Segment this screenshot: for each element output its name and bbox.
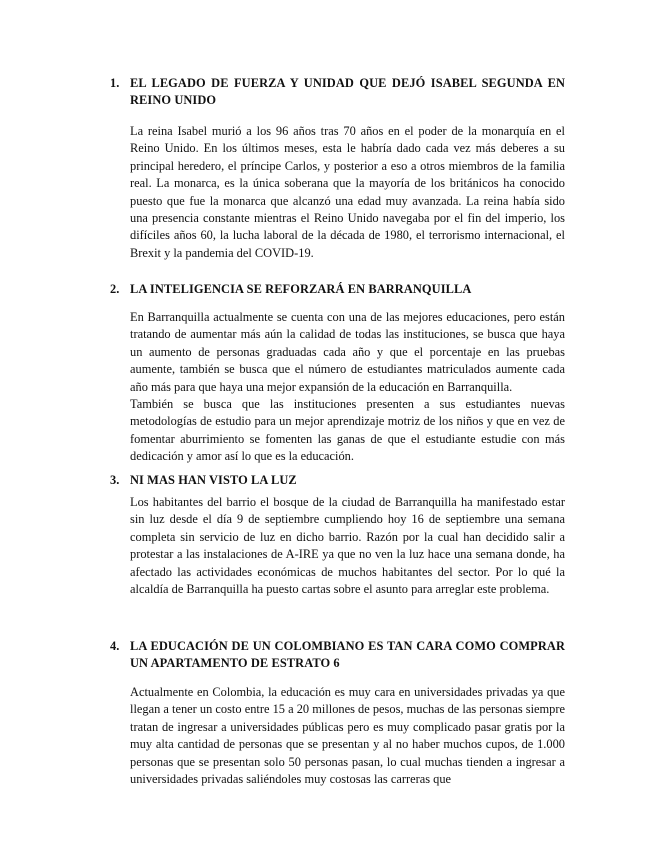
section-2-number: 2.: [110, 282, 120, 296]
section-3-heading: [110, 472, 565, 489]
section-2-heading: [110, 281, 565, 298]
section-3-paragraph-1: Los habitantes del barrio el bosque de la ciudad de Barranquilla ha manifestado estar sin luz desde el día 9 de septiembre cumpliendo hoy 16 de septiembre una semana completa sin servicio de luz en dicho barrio. Razón por la cual han decidido salir a protestar a las instalaciones de A-IRE ya que no ven la luz hace una semana donde, ha afectado las actividades económicas de muchos habitantes del sector. Por lo qué la alcaldía de Barranquilla ha puesto cartas sobre el asunto para arreglar este problema.: [130, 495, 565, 597]
section-1-title: EL LEGADO DE FUERZA Y UNIDAD QUE DEJÓ ISABEL SEGUNDA EN REINO UNIDO: [130, 76, 565, 107]
section-2-paragraph-2: También se busca que las instituciones presenten a sus estudiantes nuevas metodologías de estudio para un mejor aprendizaje motriz de los niños y que en vez de fomentar aburrimiento se fomenten las ganas de que el estudiante estudie con más dedicación y amor así lo que es la educación.: [130, 397, 565, 464]
section-1-number: 1.: [110, 76, 120, 90]
section-4-title: LA EDUCACIÓN DE UN COLOMBIANO ES TAN CARA COMO COMPRAR UN APARTAMENTO DE ESTRATO 6: [130, 639, 565, 670]
section-3-number: 3.: [110, 473, 120, 487]
section-3-title: NI MAS HAN VISTO LA LUZ: [130, 473, 297, 487]
section-4-number: 4.: [110, 639, 120, 653]
section-1-heading: [110, 75, 565, 109]
section-4-heading: [110, 638, 565, 672]
section-4-paragraph-1: Actualmente en Colombia, la educación es muy cara en universidades privadas ya que llegan a tener un costo entre 15 a 20 millones de pesos, muchas de las personas siempre tratan de ingresar a universidades públicas pero es muy complicado pasar gratis por la muy alta cantidad de personas que se presentan y al no haber muchos cupos, de 1.000 personas que se presentan solo 50 personas pasan, lo cual muchas tienden a ingresar a universidades privadas saliéndoles muy costosas las carreras que: [130, 685, 565, 787]
section-2-paragraph-1: En Barranquilla actualmente se cuenta con una de las mejores educaciones, pero están tratando de aumentar más aún la calidad de todas las instituciones, se busca que haya un aumento de personas graduadas cada año y que el porcentaje en las pruebas aumente, también se busca que el número de estudiantes matriculados aumente cada año más para que haya una mejor expansión de la educación en Barranquilla.: [130, 310, 565, 394]
section-1-paragraph-1: La reina Isabel murió a los 96 años tras 70 años en el poder de la monarquía en el Reino Unido. En los últimos meses, esta le habría dado cada vez más deberes a su principal heredero, el príncipe Carlos, y posterior a eso a otros miembros de la familia real. La monarca, es la única soberana que la mayoría de los británicos ha conocido puesto que fue la monarca que alcanzó una edad muy avanzada. La reina había sido una presencia constante mientras el Reino Unido navegaba por el fin del imperio, los difíciles años 60, la lucha laboral de la década de 1980, el terrorismo internacional, el Brexit y la pandemia del COVID-19.: [130, 124, 565, 260]
section-2-title: LA INTELIGENCIA SE REFORZARÁ EN BARRANQUILLA: [130, 282, 472, 296]
